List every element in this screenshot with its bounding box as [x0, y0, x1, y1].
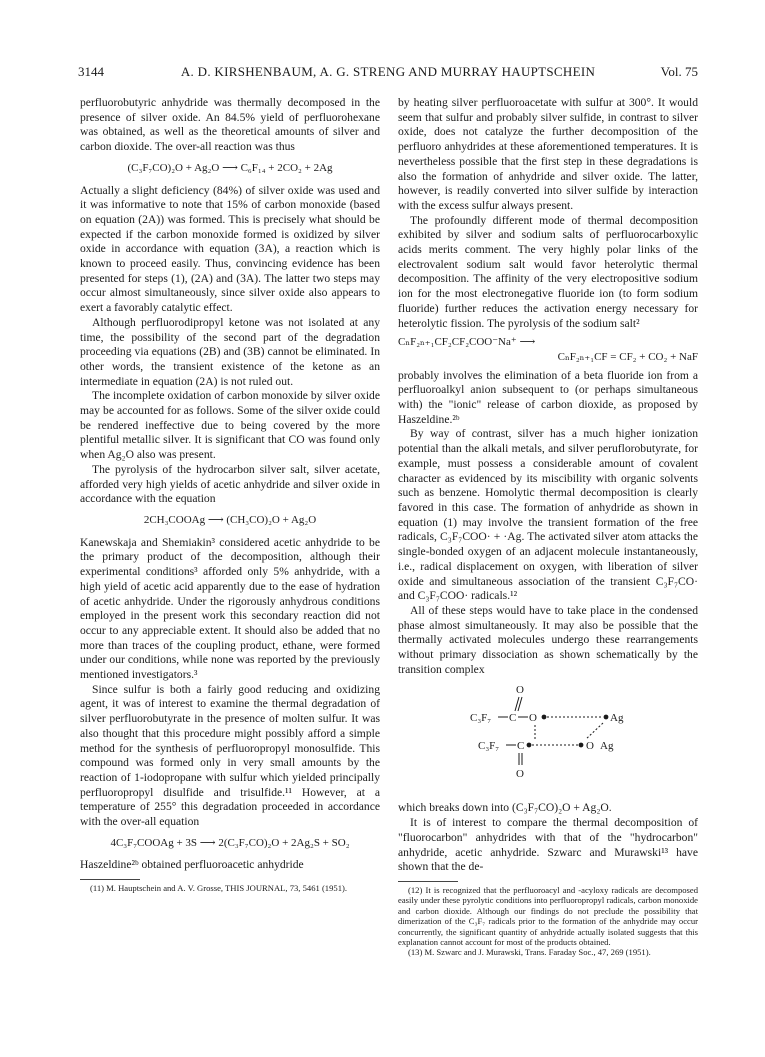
paragraph: by heating silver perfluoroacetate with sulfur at 300°. It would seem that sulfur and probably silver sulfide, in contrast to silver oxide, does not catalyze the further decomposition of the perfluoro anhydrides at these aforementioned temperatures. It is nevertheless possible that the first step in these degradations is also the formation of anhydride and silver oxide. The latter, however, is readily converted into silver sulfide by interaction with the excess sulfur always present. — [398, 96, 698, 212]
diagram-ag-top: Ag — [610, 712, 624, 725]
equation: 4C₃F₇COOAg + 3S ⟶ 2(C₃F₇CO)₂O + 2Ag₂S + SO₂ — [110, 836, 350, 849]
diagram-o-mid: O — [529, 712, 537, 725]
diagram-o-top: O — [516, 684, 524, 697]
paragraph: which breaks down into (C₃F₇CO)₂O + Ag₂O. — [398, 801, 612, 815]
equation: 2CH₃COOAg ⟶ (CH₃CO)₂O + Ag₂O — [143, 513, 317, 526]
right-column — [398, 96, 698, 958]
diagram-o-ag: O — [586, 740, 594, 753]
equation: (C₃F₇CO)₂O + Ag₂O ⟶ C₆F₁₄ + 2CO₂ + 2Ag — [127, 161, 333, 174]
paragraph: perfluorobutyric anhydride was thermally decomposed in the presence of silver oxide. An 84.5% yield of perfluorohexane was obtained, as well as the theoretical amounts of silver and carbon dioxide. The over-all reaction was thus — [80, 96, 380, 154]
diagram-c-top: C — [509, 712, 517, 725]
footnote-11: (11) M. Hauptschein and A. V. Grosse, THIS JOURNAL, 73, 5461 (1951). — [90, 883, 348, 894]
diagram-c-bot: C — [517, 740, 525, 753]
footnote-12: (12) It is recognized that the perfluoroacyl and -acyloxy radicals are decomposed easily under these pyrolytic conditions into perfluoropropyl radicals, carbon monoxide and carbon dioxide. Although our findings do not preclude the possibility that dimerization of the C₃F₇ radicals prior to the formation of the anhydride may occur concurrently, the significant quantity of anhydride actually isolated suggests that this explanation cannot account for most of the products obtained. — [398, 884, 698, 947]
footnotes — [398, 885, 698, 958]
equation-line-2: CₙF₂ₙ₊₁CF = CF₂ + CO₂ + NaF — [557, 350, 698, 363]
paragraph: The incomplete oxidation of carbon monoxide by silver oxide may be accounted for as follows. Some of the silver oxide could be rendered ineffective due to being covered by the more plentiful metallic silver. It is significant that CO was found only when Ag₂O also was present. — [80, 389, 380, 462]
transition-complex-diagram — [398, 679, 698, 795]
paragraph: probably involves the elimination of a beta fluoride ion from a perfluoroalkyl anion subsequent to (or perhaps simultaneous with) the "ionic" release of carbon dioxide, as proposed by Haszeldine.²ᵇ — [398, 368, 698, 426]
footnote-rule — [80, 879, 140, 880]
diagram-o-bot: O — [516, 768, 524, 781]
paragraph: Actually a slight deficiency (84%) of silver oxide was used and it was informative to note that 15% of carbon monoxide (based on equation (2A)) was formed. This is precisely what should be expected if the carbon monoxide formed is oxidized by silver oxide in accordance with equation (3A), a reaction which is known to proceed easily. Thus, convincing evidence has been presented for steps (1), (2A) and (3A). The latter two steps may occur almost simultaneously, since silver oxide also appears to exert a favorably catalytic effect. — [80, 183, 380, 315]
paragraph: Kanewskaja and Shemiakin³ considered acetic anhydride to be the primary product of the decomposition, although their experimental conditions³ afforded only 5% anhydride, with a high yield of acetic acid apparently due to the ease of hydration of acetic anhydride. Under the rigorously anhydrous conditions employed in the present work this secondary reaction did not occur to any appreciable extent. It should also be added that no more than traces of the coupling product, ethane, were formed under our conditions, while none was reported by the previously mentioned investigators.³ — [80, 535, 380, 682]
paragraph: It is of interest to compare the thermal decomposition of "fluorocarbon" anhydrides with that of the "hydrocarbon" anhydride, acetic anhydride. Szwarc and Murawski¹³ have shown that the de- — [398, 816, 698, 874]
left-column — [80, 96, 380, 894]
footnote-13: (13) M. Szwarc and J. Murawski, Trans. Faraday Soc., 47, 269 (1951). — [408, 947, 651, 958]
diagram-c3f7-top: C₃F₇ — [470, 712, 492, 725]
equation-line-1: CₙF₂ₙ₊₁CF₂CF₂COO⁻Na⁺ ⟶ — [398, 336, 536, 349]
paragraph: By way of contrast, silver has a much higher ionization potential than the alkali metals, and silver peruflorobutyrate, for example, must possess a considerable amount of covalent character as evidenced by its miscibility with organic solvents such as benzene. Homolytic thermal decomposition is clearly favored in this case. The formation of anhydride as shown in equation (1) may involve the transient formation of the free radicals, C₃F₇COO· + ·Ag. The activated silver atom attacks the single-bonded oxygen of an adjacent molecule instantaneously, i.e., radical displacement on oxygen, with liberation of silver oxide and simultaneous association of the transient C₃F₇CO· and C₃F₇COO· radicals.¹² — [398, 427, 698, 603]
paragraph: Haszeldine²ᵇ obtained perfluoroacetic anhydride — [80, 858, 304, 872]
footnotes — [80, 883, 380, 893]
volume-label: Vol. 75 — [660, 64, 698, 79]
paragraph: The pyrolysis of the hydrocarbon silver salt, silver acetate, afforded very high yields of acetic anhydride and silver oxide in accordance with the equation — [80, 462, 380, 506]
paragraph: The profoundly different mode of thermal decomposition exhibited by silver and sodium salts of perfluorocarboxylic acids merits comment. The very highly polar links of the electrovalent sodium salt would favor heterolytic thermal decomposition. The affinity of the very electropositive sodium ion for the most electronegative fluoride ion (to form sodium fluoride) further reduces the activation energy necessary for heterolytic fission. The pyrolysis of the sodium salt² — [398, 213, 698, 330]
paragraph: All of these steps would have to take place in the condensed phase almost simultaneously. It may also be possible that the thermally activated molecules undergo these rearrangements without primary dissociation as shown schematically by the transition complex — [398, 603, 698, 676]
paragraph: Although perfluorodipropyl ketone was not isolated at any time, the possibility of the second part of the degradation proceeding via equations (2B) and (3B) cannot be eliminated. In other words, the transient existence of the ketone as an intermediate in equation (2A) is not ruled out. — [80, 315, 380, 388]
diagram-c3f7-bot: C₃F₇ — [478, 740, 500, 753]
footnote-rule — [398, 881, 458, 882]
paragraph: Since sulfur is both a fairly good reducing and oxidizing agent, it was of interest to examine the thermal degradation of silver perfluorobutyrate in the presence of molten sulfur. It was also thought that this procedure might possibly afford a simple method for the synthesis of perfluoropropyl monosulfide. This compound was formed only in very small amounts by the reaction of 1-iodopropane with sulfur which yielded principally perfluoropropyl disulfide and trisulfide.¹¹ However, at a temperature of 255° this degradation proceeded in accordance with the over-all equation — [80, 682, 380, 829]
page-header — [78, 64, 698, 82]
diagram-ag-bot: Ag — [600, 740, 614, 753]
page-number: 3144 — [78, 64, 104, 79]
running-head-authors: A. D. KIRSHENBAUM, A. G. STRENG AND MURRAY HAUPTSCHEIN — [180, 64, 596, 79]
